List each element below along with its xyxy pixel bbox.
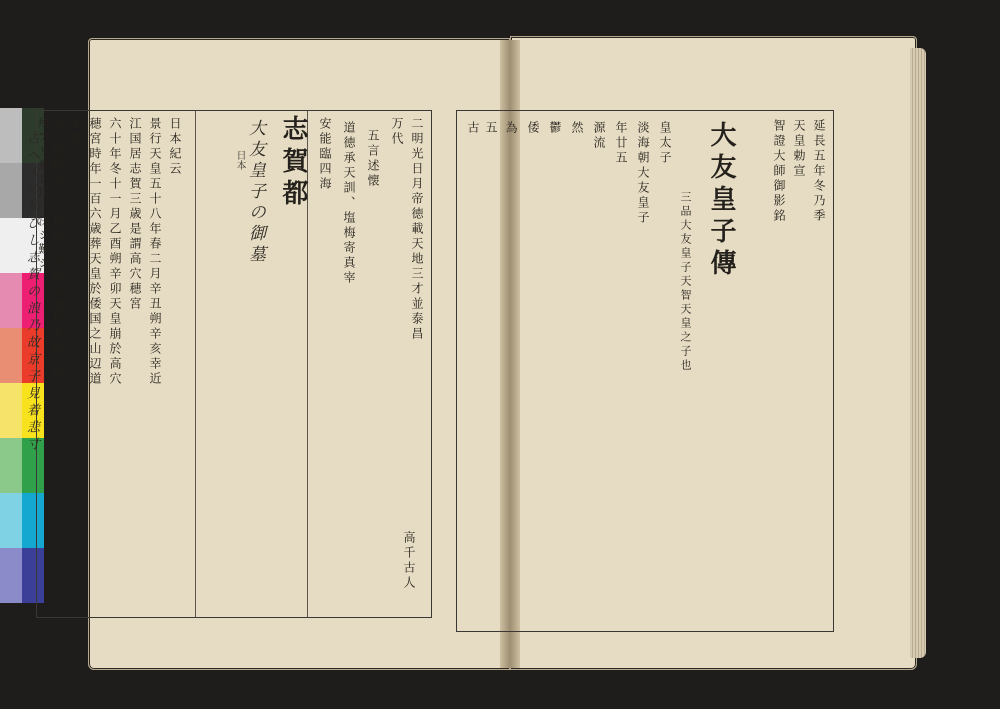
left-col-16: 高千古人 <box>402 531 416 591</box>
left-col-12: 上陵 <box>68 117 82 147</box>
right-col-7: 年廿五 <box>614 121 628 166</box>
right-col-2: 天皇勅宣 <box>792 119 806 179</box>
left-col-2: 万代 <box>390 117 404 147</box>
left-col-9: 江国居志賀三歳是謂高穴穂宮 <box>128 117 142 312</box>
left-col-6: 大友皇子の御墓 <box>245 119 265 266</box>
right-col-8: 源流 <box>592 121 606 151</box>
left-margin-mark: 日本 <box>234 150 245 170</box>
left-col-1: 二明光日月帝徳載天地三才並泰昌 <box>410 117 424 342</box>
left-section-title: 志賀都 <box>278 115 308 211</box>
right-section-title: 大友皇子傳 <box>706 121 736 281</box>
left-text-frame <box>24 110 432 618</box>
right-col-5: 皇太子 <box>658 121 672 166</box>
left-col-14: 所アリ然レ圧一決シ難シ <box>37 117 50 271</box>
right-col-12: 為 <box>504 121 518 136</box>
left-col-10: 六十年冬十一月乙酉朔辛卯天皇崩於高穴 <box>108 117 122 387</box>
right-col-4: 三品大友皇子天智天皇之子也 <box>679 191 692 373</box>
right-col-3: 智證大師御影銘 <box>772 119 786 224</box>
left-col-13: 前王廟陵記云大和国山辺郡上麓村東陵一箇 <box>51 117 64 383</box>
right-col-11: 倭 <box>526 121 540 136</box>
left-divider-2 <box>195 111 196 617</box>
left-col-7: 日本紀云 <box>168 117 182 177</box>
right-col-13: 五 <box>484 121 498 136</box>
right-col-10: 鬱 <box>548 121 562 136</box>
right-col-1: 延長五年冬乃季 <box>812 119 826 224</box>
left-col-4: 道徳承天訓、塩梅寄真宰 <box>342 121 356 286</box>
right-col-14: 古 <box>466 121 480 136</box>
left-col-11: 穂宮時年一百六歳葬天皇於倭国之山辺道 <box>88 117 102 387</box>
left-col-5: 安能臨四海 <box>318 117 332 192</box>
right-text-frame <box>456 110 834 632</box>
page-edges <box>910 48 926 658</box>
right-col-6: 淡海朝大友皇子 <box>636 121 650 226</box>
left-col-8: 景行天皇五十八年春二月辛丑朔辛亥幸近 <box>148 117 162 387</box>
left-col-15: 古へ人の和ひし志賀の浪乃故京子見着悲寸 <box>24 131 39 454</box>
left-col-3: 五言述懐 <box>366 129 380 189</box>
right-col-9: 然 <box>570 121 584 136</box>
